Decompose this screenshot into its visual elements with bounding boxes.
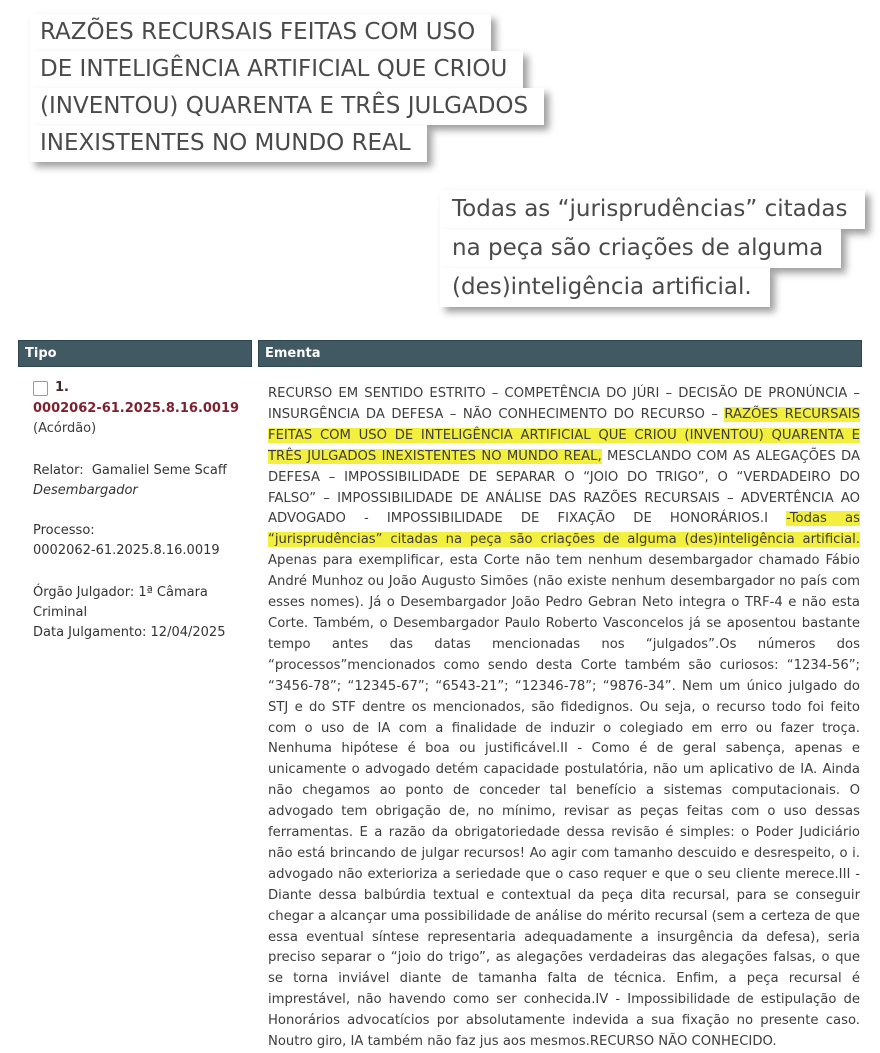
column-header-tipo: [18, 340, 252, 367]
callout-line: RAZÕES RECURSAIS FEITAS COM USO: [30, 14, 491, 51]
orgao-julgador-line: Órgão Julgador: 1ª Câmara Criminal: [33, 585, 208, 620]
processo-label: Processo:: [33, 523, 95, 538]
data-julgamento-line: Data Julgamento: 12/04/2025: [33, 625, 226, 640]
result-index-row: [33, 378, 252, 398]
ementa-segment: Apenas para exemplificar, esta Corte não tem nenhum desembargador chamado Fábio André Munhoz ou João Augusto Simões (não existe nenhum desembargador no país com esses nomes). Já o Desembargador João Pedro Gebran Neto integra o TRF-4 e não esta Corte. Também, o Desembargador Paulo Roberto Vasconcelos já se aposentou bastante tempo antes das datas mencionadas nos “julgados”.Os números dos “processos”mencionados como sendo desta Corte também são curiosos: “1234-56”; “3456-78”; “12345-67”; “6543-21”; “12346-78”; “9876-34”. Nem um único julgado do STJ e do STF dentre os mencionados, são fidedignos. Ou seja, o recurso todo foi feito com o uso de IA com a finalidade de induzir o colegiado em erro ou fazer troça. Nenhuma hipótese é boa ou justificável.II - Como é de geral sabença, apenas e unicamente o advogado detém capacidade postulatória, não um aplicativo de IA. Ainda não chegamos ao ponto de conceder tal benefício a sistemas computacionais. O advogado tem obrigação de, no mínimo, revisar as peças feitas com o uso dessas ferramentas. E a razão da obrigatoriedade dessa revisão é simples: o Poder Judiciário não está brincando de julgar recursos! Ao agir com tamanho descuido e desrespeito, o i. advogado não exterioriza a seriedade que o caso requer e que o seu cliente merece.III - Diante dessa balbúrdia textual e contextual da peça dita recursal, para se conseguir chegar a alcançar uma possibilidade de análise do mérito recursal (sem a certeza de que essa eventual síntese representaria adequadamente a insurgência da defesa), seria preciso separar o “joio do trigo”, as alegações verdadeiras das alegações falsas, o que se torna inviável diante de tamanha falta de técnica. Enfim, a peça recursal é imprestável, não havendo como ser conhecida.IV - Impossibilidade de estipulação de Honorários advocatícios por absolutamente indevida a sua fixação no presente caso. Noutro giro, IA também não faz jus aos mesmos.RECURSO NÃO CONHECIDO.: [268, 553, 860, 1050]
callout-line: (des)inteligência artificial.: [440, 268, 770, 307]
relator-line: [33, 461, 252, 481]
callout-line: INEXISTENTES NO MUNDO REAL: [30, 125, 427, 162]
callout-line: na peça são criações de alguma: [440, 229, 841, 268]
relator-label: Relator:: [33, 463, 84, 478]
result-tipo-cell: [18, 378, 252, 643]
result-index: 1.: [55, 380, 69, 395]
relator-name: Gamaliel Seme Scaff: [91, 463, 227, 478]
column-header-ementa-label: Ementa: [265, 346, 321, 361]
relator-title: Desembargador: [33, 483, 138, 498]
callout-line: Todas as “jurisprudências” citadas: [440, 190, 865, 229]
result-checkbox[interactable]: [33, 381, 48, 396]
right-callout: [440, 190, 865, 307]
top-callout: [30, 14, 544, 162]
result-document-type: (Acórdão): [33, 421, 97, 436]
callout-line: (INVENTOU) QUARENTA E TRÊS JULGADOS: [30, 88, 544, 125]
ementa-segment: MESCLANDO COM AS ALEGAÇÕES DA DEFESA – IMPOSSIBILIDADE DE SEPARAR O “JOIO DO TRIGO”, O “VERDADEIRO DO FALSO” – IMPOSSIBILIDADE DE ANÁLISE DAS RAZÕES RECURSAIS – ADVERTÊNCIA AO ADVOGADO - IMPOSSIBILIDADE DE FIXAÇÃO DE HONORÁRIOS.I: [268, 448, 860, 527]
result-process-number-link[interactable]: 0002062-61.2025.8.16.0019: [33, 401, 240, 416]
ementa-text: [258, 375, 862, 1053]
ementa-highlight: RAZÕES RECURSAIS FEITAS COM USO DE INTELIGÊNCIA ARTIFICIAL QUE CRIOU (INVENTOU) QUARENTA E TRÊS JULGADOS INEXISTENTES NO MUNDO REAL,: [268, 406, 860, 464]
column-header-ementa: [258, 340, 862, 367]
column-header-tipo-label: Tipo: [25, 346, 57, 361]
ementa-segment: RECURSO EM SENTIDO ESTRITO – COMPETÊNCIA DO JÚRI – DECISÃO DE PRONÚNCIA – INSURGÊNCIA DA DEFESA – NÃO CONHECIMENTO DO RECURSO –: [268, 386, 860, 422]
ementa-highlight: -Todas as “jurisprudências” citadas na peça são criações de alguma (des)inteligência artificial.: [268, 511, 860, 548]
callout-line: DE INTELIGÊNCIA ARTIFICIAL QUE CRIOU: [30, 51, 523, 88]
processo-value: 0002062-61.2025.8.16.0019: [33, 543, 220, 558]
